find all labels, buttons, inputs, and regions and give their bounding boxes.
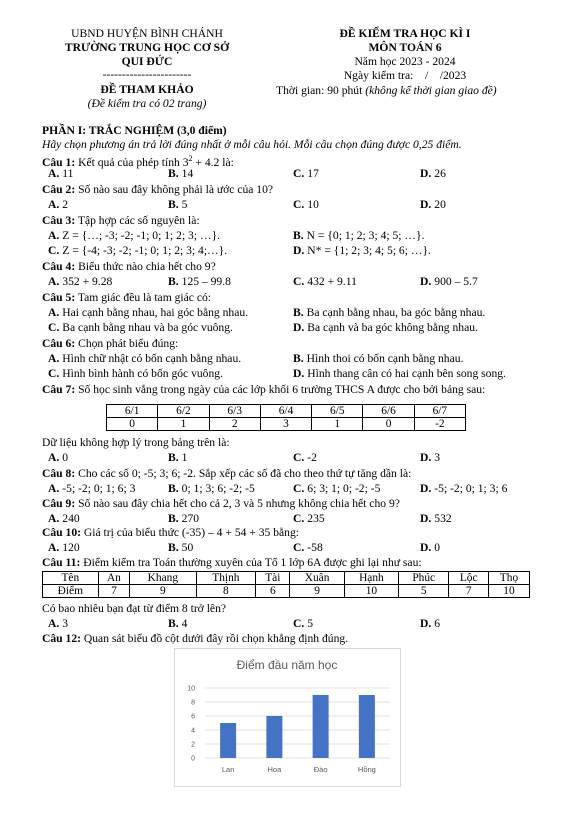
option-text: 4 [181,617,188,630]
option-text: -58 [307,541,323,554]
table-cell: Hạnh [344,572,398,585]
school-header [42,27,252,111]
header-pages: (Đề kiểm tra có 02 trang) [87,97,207,110]
question-7-after: Dữ liệu không hợp lý trong bảng trên là: [42,436,230,449]
table-cell: 6/1 [107,405,158,418]
option-letter: D. [293,244,305,257]
q8-option-d [420,482,507,495]
option-letter: C. [48,367,60,380]
question-5-label: Câu 5: [42,291,76,304]
option-letter: B. [168,451,179,464]
q11-option-a [48,617,68,630]
q11-option-c [293,617,313,630]
header-school: TRƯỜNG TRUNG HỌC CƠ SỞ [64,41,230,54]
option-text: Z = {-4; -3; -2; -1; 0; 1; 2; 3; 4;…}. [62,244,228,257]
q4-option-c [293,275,357,288]
option-text: Z = {…; -3; -2; -1; 0; 1; 2; 3; …}. [62,229,221,242]
table-cell: 6/3 [209,405,260,418]
header-district: UBND HUYỆN BÌNH CHÁNH [71,27,223,40]
option-letter: D. [420,275,432,288]
table-row [107,418,466,431]
question-11-text: Điểm kiểm tra Toán thường xuyên của Tổ 1 lớp 6A được ghi lại như sau: [80,556,422,569]
option-text: Ba cạnh bằng nhau và ba góc vuông. [62,321,233,334]
y-tick-label: 2 [191,741,195,749]
q6-option-c [48,367,223,380]
question-2-label: Câu 2: [42,183,76,196]
option-text: 240 [62,512,80,525]
header-date: Ngày kiểm tra: / /2023 [343,69,467,82]
y-tick-label: 0 [191,755,195,763]
question-8-text: Cho các số 0; -5; 3; 6; -2. Sắp xếp các số đã cho theo thứ tự tăng dần là: [75,467,412,480]
option-text: 270 [181,512,200,525]
option-letter: B. [168,198,179,211]
q2-option-c [293,198,319,211]
question-12 [42,632,348,645]
option-letter: A. [48,306,60,319]
header-time [276,84,497,98]
q5-option-d [293,321,478,334]
bar-chart [174,648,401,787]
option-text: 0 [62,451,69,464]
bar [359,695,375,758]
table-cell: 6/6 [363,405,414,418]
question-8 [42,467,411,480]
q3-option-b [293,229,424,242]
table-cell: Khang [130,572,196,585]
option-text: 14 [181,167,194,180]
table-row [43,585,530,598]
option-letter: A. [48,451,60,464]
table-cell: 9 [130,585,196,598]
option-text: 0; 1; 3; 6; -2; -5 [181,482,255,495]
y-tick-label: 6 [191,713,195,721]
option-text: 3 [62,617,69,630]
option-letter: C. [293,541,305,554]
option-letter: D. [420,617,432,630]
table-cell: 0 [363,418,414,431]
question-3-label: Câu 3: [42,214,76,227]
q4-option-b [168,275,231,288]
option-letter: A. [48,352,60,365]
table-cell: 0 [107,418,158,431]
question-1-label: Câu 1: [42,155,76,169]
q1-option-b [168,167,193,180]
option-letter: D. [420,482,432,495]
option-letter: A. [48,198,60,211]
table-cell: Xuân [290,572,344,585]
question-7-text: Số học sinh vắng trong ngày của các lớp khối 6 trường THCS A được cho bởi bảng sau: [75,383,486,396]
q7-option-a [48,451,68,464]
absence-table [106,404,466,431]
q1-option-a [48,167,73,180]
q4-option-a [48,275,112,288]
option-text: 532 [434,512,452,525]
option-letter: D. [293,321,305,334]
table-cell: 1 [158,418,209,431]
table-cell: Thịnh [196,572,256,585]
option-letter: B. [168,482,179,495]
q1-option-d [420,167,446,180]
option-letter: C. [293,198,305,211]
question-9-text: Số nào sau đây chia hết cho cả 2, 3 và 5 nhưng không chia hết cho 9? [75,497,400,510]
header-exam-title: ĐỀ KIỂM TRA HỌC KÌ I [339,27,471,40]
question-1-sup: 2 [188,154,193,163]
table-cell: Thọ [488,572,529,585]
question-11-label: Câu 11: [42,556,81,569]
option-letter: D. [420,167,432,180]
table-cell: Điểm [43,585,99,598]
q2-option-a [48,198,68,211]
option-letter: B. [168,541,179,554]
table-header-row [107,405,466,418]
table-cell: An [98,572,130,585]
q9-option-c [293,512,325,525]
table-cell: 6/5 [312,405,363,418]
option-text: Hình chữ nhật có bốn cạnh bằng nhau. [62,352,242,365]
question-6-text: Chọn phát biểu đúng: [75,337,179,350]
option-letter: B. [168,617,179,630]
option-text: Ba cạnh và ba góc không bằng nhau. [307,321,478,334]
question-3 [42,214,200,227]
question-12-text: Quan sát biểu đồ cột dưới đây rồi chọn khẳng định đúng. [80,632,349,645]
option-text: 10 [307,198,319,211]
table-cell: 6 [256,585,290,598]
option-text: 20 [434,198,446,211]
chart-title: Điểm đầu năm học [236,658,338,672]
option-text: 26 [434,167,446,180]
option-letter: A. [48,229,60,242]
option-letter: D. [420,451,432,464]
option-text: 17 [307,167,319,180]
table-cell: 7 [98,585,130,598]
y-tick-label: 4 [191,727,195,735]
option-text: 235 [307,512,325,525]
question-1-text: Kết quả của phép tính 3 [75,155,189,169]
question-11-after: Có bao nhiêu bạn đạt từ điểm 8 trở lên? [42,602,227,615]
header-school-name: QUI ĐỨC [121,55,173,68]
option-letter: A. [48,541,60,554]
table-cell: 8 [196,585,256,598]
q11-option-d [420,617,440,630]
q6-option-b [293,352,463,365]
question-5-text: Tam giác đều là tam giác có: [75,291,211,304]
q3-option-a [48,229,220,242]
table-cell: 6/2 [158,405,209,418]
option-text: 50 [181,541,194,554]
table-cell: Tên [43,572,99,585]
question-7-label: Câu 7: [42,383,76,396]
q1-option-c [293,167,319,180]
option-text: 432 + 9.11 [307,275,357,288]
question-2-text: Số nào sau đây không phải là ước của 10? [75,183,274,196]
q10-option-a [48,541,80,554]
table-cell: 9 [290,585,344,598]
option-letter: C. [48,244,60,257]
option-letter: B. [168,275,179,288]
option-text: 5 [307,617,314,630]
option-letter: C. [48,321,60,334]
option-letter: C. [293,617,305,630]
option-text: Hình thang cân có hai cạnh bên song song. [307,367,506,380]
question-12-label: Câu 12: [42,632,81,645]
option-text: N = {0; 1; 2; 3; 4; 5; …}. [306,229,425,242]
option-letter: C. [293,167,305,180]
question-10-label: Câu 10: [42,526,81,539]
table-cell: 10 [344,585,398,598]
q2-option-b [168,198,187,211]
header-reference: ĐỀ THAM KHẢO [100,83,194,96]
q7-option-c [293,451,317,464]
q10-option-c [293,541,323,554]
header-year: Năm học 2023 - 2024 [354,55,456,68]
option-letter: A. [48,275,60,288]
option-text: 125 – 99.8 [181,275,231,288]
question-6 [42,337,178,350]
q6-option-d [293,367,506,380]
q7-option-b [168,451,187,464]
option-text: -5; -2; 0; 1; 3; 6 [434,482,508,495]
table-cell: 6/7 [414,405,465,418]
question-1-text2: + 4.2 là: [192,155,234,169]
option-letter: B. [293,229,304,242]
option-letter: C. [293,482,305,495]
option-letter: B. [293,352,304,365]
option-letter: A. [48,617,60,630]
option-letter: C. [293,512,305,525]
q5-option-c [48,321,233,334]
exam-header [300,27,510,83]
option-letter: A. [48,167,60,180]
option-letter: D. [420,198,432,211]
question-8-label: Câu 8: [42,467,76,480]
option-text: 11 [62,167,74,180]
table-cell: 2 [209,418,260,431]
bar [266,716,282,758]
q7-option-d [420,451,440,464]
bar-chart-svg [175,649,400,786]
option-text: 6 [434,617,441,630]
part1-instruction: Hãy chọn phương án trả lời đúng nhất ở mỗi câu hỏi. Mỗi câu chọn đúng được 0,25 điểm. [42,138,462,151]
table-cell: 6/4 [260,405,311,418]
question-5 [42,291,211,304]
score-table [42,571,530,598]
bar [220,723,236,758]
x-tick-label: Đào [313,765,328,774]
question-9-label: Câu 9: [42,497,76,510]
table-cell: 5 [399,585,449,598]
table-cell: 10 [488,585,529,598]
part1-title: PHẦN I: TRẮC NGHIỆM (3,0 điểm) [42,124,227,137]
x-tick-label: Hồng [357,765,376,774]
question-4 [42,260,216,273]
x-tick-label: Lan [221,765,235,774]
question-10 [42,526,299,539]
option-text: 352 + 9.28 [62,275,113,288]
q9-option-a [48,512,80,525]
option-letter: D. [293,367,305,380]
option-text: Hình thoi có bốn cạnh bằng nhau. [306,352,464,365]
option-text: 120 [62,541,80,554]
option-text: 6; 3; 1; 0; -2; -5 [307,482,381,495]
header-subject: MÔN TOÁN 6 [368,41,442,54]
q5-option-a [48,306,248,319]
header-time-label: Thời gian: 90 phút [276,84,366,97]
y-tick-label: 10 [187,685,195,693]
option-letter: A. [48,482,60,495]
option-letter: B. [168,512,179,525]
option-text: 5 [181,198,188,211]
option-text: 2 [62,198,69,211]
table-cell: 3 [260,418,311,431]
option-text: Hai cạnh bằng nhau, hai góc bằng nhau. [62,306,249,319]
question-6-label: Câu 6: [42,337,76,350]
option-text: 0 [434,541,441,554]
q2-option-d [420,198,446,211]
question-3-text: Tập hợp các số nguyên là: [75,214,200,227]
option-letter: D. [420,541,432,554]
x-tick-label: Hoa [267,765,282,774]
header-divider: ----------------------- [102,68,192,81]
table-cell: 7 [449,585,489,598]
q10-option-b [168,541,193,554]
option-letter: A. [48,512,60,525]
table-cell: 1 [312,418,363,431]
q3-option-c [48,244,227,257]
option-letter: C. [293,275,305,288]
q3-option-d [293,244,431,257]
option-text: N* = {1; 2; 3; 4; 5; 6; …}. [307,244,431,257]
option-letter: B. [168,167,179,180]
q8-option-b [168,482,255,495]
question-2 [42,183,273,196]
q8-option-a [48,482,135,495]
question-4-text: Biểu thức nào chia hết cho 9? [75,260,216,273]
option-text: Ba cạnh bằng nhau, ba góc bằng nhau. [306,306,486,319]
q6-option-a [48,352,241,365]
bar [313,695,329,758]
q4-option-d [420,275,478,288]
option-text: 3 [434,451,441,464]
table-cell: Lộc [449,572,489,585]
option-text: -2 [307,451,317,464]
q9-option-d [420,512,452,525]
table-cell: Tài [256,572,290,585]
option-letter: B. [293,306,304,319]
q9-option-b [168,512,199,525]
question-10-text: Giá trị của biểu thức (-35) – 4 + 54 + 35 bằng: [80,526,299,539]
q8-option-c [293,482,380,495]
question-9 [42,497,400,510]
q11-option-b [168,617,187,630]
header-time-note: (không kể thời gian giao đề) [365,84,497,97]
y-tick-label: 8 [191,699,195,707]
table-cell: Phúc [399,572,449,585]
option-text: Hình bình hành có bốn góc vuông. [62,367,223,380]
option-text: -5; -2; 0; 1; 6; 3 [62,482,136,495]
q10-option-d [420,541,440,554]
table-cell: -2 [414,418,465,431]
question-11 [42,556,422,569]
option-text: 1 [181,451,188,464]
option-letter: D. [420,512,432,525]
option-text: 900 – 5.7 [434,275,478,288]
table-header-row [43,572,530,585]
option-letter: C. [293,451,305,464]
question-7 [42,383,485,396]
question-4-label: Câu 4: [42,260,76,273]
q5-option-b [293,306,485,319]
